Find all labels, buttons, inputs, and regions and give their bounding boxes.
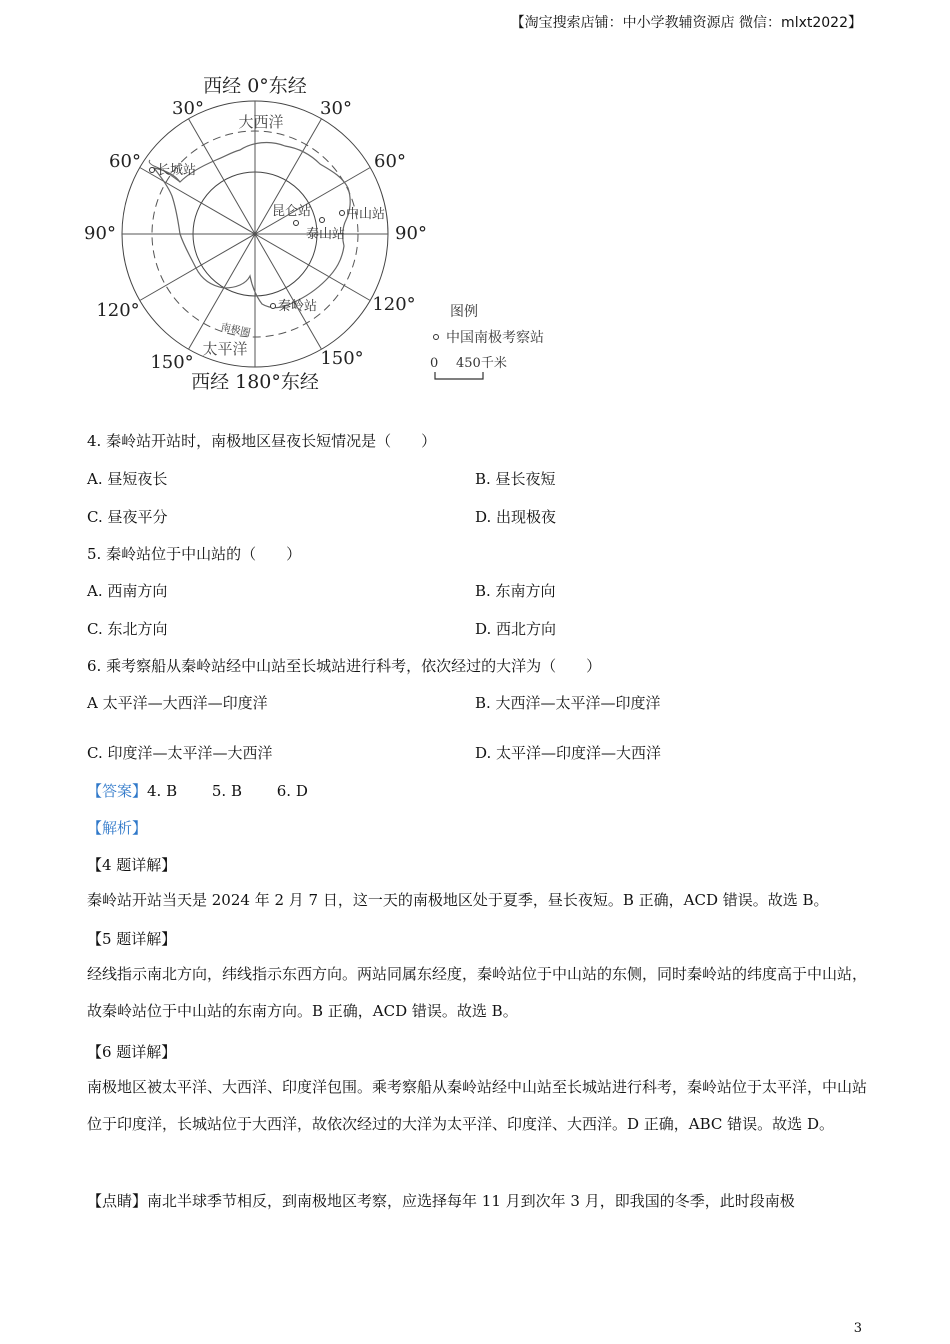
station-taishan-marker [320,218,325,223]
detail-6-title: 【6 题详解】 [87,1043,177,1061]
detail-6-text: 南极地区被太平洋、大西洋、印度洋包围。乘考察船从秦岭站经中山站至长城站进行科考，秦岭站位于太平洋，中山站位于印度洋，长城站位于大西洋，故依次经过的大洋为太平洋、印度洋、大西洋。D 正确，ABC 错误。故选 D。 [87,1078,868,1133]
station-kunlun-marker [294,221,299,226]
meridian-lines [122,101,388,367]
label-antarctic-circle: 南极圈 [219,322,252,340]
q4-option-b: B. 昼长夜短 [475,470,556,488]
label-bottom: 西经 180°东经 [191,371,319,393]
legend-station-label: 中国南极考察站 [446,330,544,346]
antarctica-map [80,70,550,400]
q5-option-a: A. 西南方向 [87,582,168,600]
q4-option-a: A. 昼短夜长 [87,470,168,488]
label-taishan: 泰山站 [306,227,346,242]
answer-text: 4. B 5. B 6. D [147,782,308,800]
q6-option-d: D. 太平洋—印度洋—大西洋 [475,744,662,762]
page-number: 3 [853,1321,862,1336]
label-zhongshan: 中山站 [346,207,386,222]
label-150-left: 150° [150,352,194,373]
question-6-stem: 6. 乘考察船从秦岭站经中山站至长城站进行科考，依次经过的大洋为（ ） [87,657,602,675]
station-zhongshan-marker [340,211,345,216]
label-60-left: 60° [109,151,141,172]
detail-4-text: 秦岭站开站当天是 2024 年 2 月 7 日，这一天的南极地区处于夏季，昼长夜短。B 正确，ACD 错误。故选 B。 [87,891,829,909]
label-60-right: 60° [374,151,406,172]
q6-option-c: C. 印度洋—太平洋—大西洋 [87,744,273,762]
label-top: 西经 0°东经 [203,75,307,97]
tip-text: 南北半球季节相反，到南极地区考察，应选择每年 11 月到次年 3 月，即我国的冬季，此时段南极 [147,1192,795,1210]
detail-5-text: 经线指示南北方向，纬线指示东西方向。两站同属东经度，秦岭站位于中山站的东侧，同时秦岭站的纬度高于中山站，故秦岭站位于中山站的东南方向。B 正确，ACD 错误。故选 B。 [87,965,868,1020]
answer-line [87,780,308,801]
label-150-right: 150° [320,348,364,369]
answer-label: 【答案】 [87,782,148,800]
tip-label: 【点睛】 [87,1192,148,1210]
question-4-stem: 4. 秦岭站开站时，南极地区昼夜长短情况是（ ） [87,432,437,450]
q5-option-c: C. 东北方向 [87,620,168,638]
label-120-left: 120° [96,300,140,321]
legend-scale-bar [435,372,483,379]
label-pacific: 太平洋 [202,340,248,358]
label-30-right: 30° [320,98,352,119]
legend-title: 图例 [450,304,478,320]
label-changcheng: 长城站 [157,163,197,178]
tip-paragraph [87,1183,877,1220]
station-qinling-marker [271,304,276,309]
label-kunlun: 昆仑站 [272,204,312,219]
q6-option-a: A 太平洋—大西洋—印度洋 [87,694,268,712]
label-90-left: 90° [84,223,116,244]
q4-option-d: D. 出现极夜 [475,508,557,526]
legend-scale-value: 450千米 [456,356,507,371]
q4-option-c: C. 昼夜平分 [87,508,168,526]
question-5-stem: 5. 秦岭站位于中山站的（ ） [87,545,302,563]
label-30-left: 30° [172,98,204,119]
station-changcheng-marker [150,168,155,173]
legend-station-marker [434,335,439,340]
q5-option-b: B. 东南方向 [475,582,556,600]
label-qinling: 秦岭站 [278,299,318,314]
label-90-right: 90° [395,223,427,244]
label-atlantic: 大西洋 [238,113,284,131]
analysis-label: 【解析】 [87,819,148,837]
label-120-right: 120° [372,294,416,315]
header-note: 【淘宝搜索店铺：中小学教辅资源店 微信：mlxt2022】 [510,15,862,31]
detail-4-title: 【4 题详解】 [87,856,177,874]
legend-scale-zero: 0 [430,356,439,371]
detail-5-title: 【5 题详解】 [87,930,177,948]
q6-option-b: B. 大西洋—太平洋—印度洋 [475,694,661,712]
q5-option-d: D. 西北方向 [475,620,557,638]
